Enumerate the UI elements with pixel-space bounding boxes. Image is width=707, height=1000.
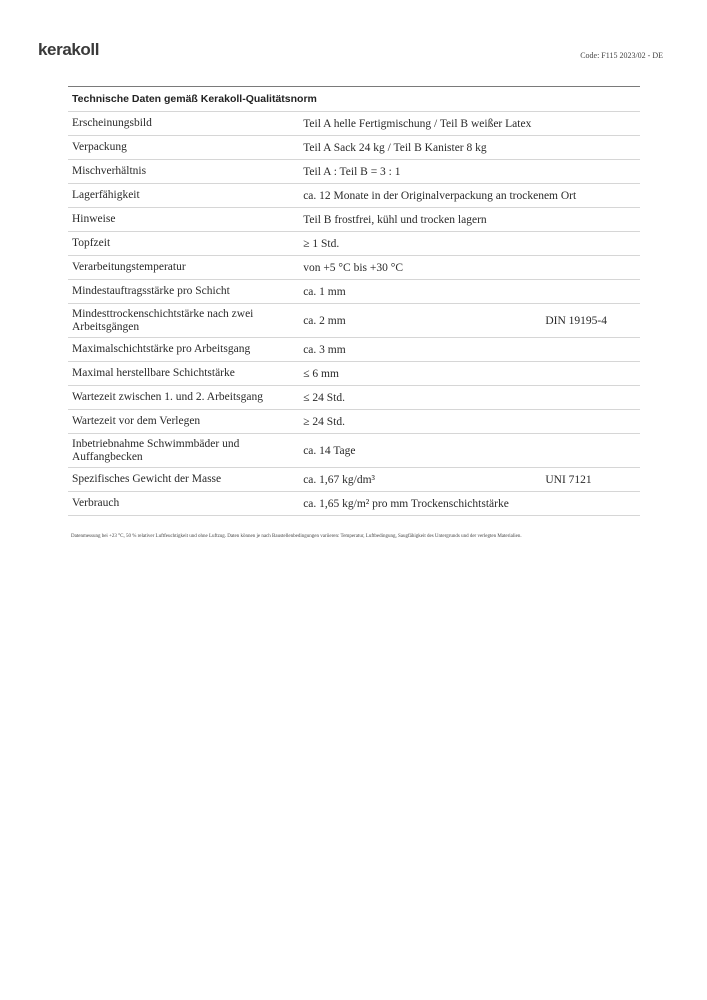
table-row (68, 256, 640, 280)
row-label: Spezifisches Gewicht der Masse (72, 473, 222, 485)
row-value: ca. 1,67 kg/dm³ (303, 473, 375, 486)
row-label: Verpackung (72, 141, 127, 153)
row-label: Inbetriebnahme Schwimmbäder und Auffangbecken (72, 437, 240, 463)
row-value: Teil A : Teil B = 3 : 1 (303, 165, 401, 178)
row-value: ca. 2 mm (303, 314, 346, 327)
row-value: ≤ 24 Std. (303, 391, 345, 404)
row-value: Teil B frostfrei, kühl und trocken lagern (303, 213, 487, 226)
row-value: ca. 1 mm (303, 285, 346, 298)
row-value: ca. 3 mm (303, 343, 346, 356)
technical-data-table (68, 86, 640, 516)
row-label: Wartezeit zwischen 1. und 2. Arbeitsgang (72, 391, 264, 403)
row-value: Teil A helle Fertigmischung / Teil B weißer Latex (303, 117, 532, 130)
table-row (68, 208, 640, 232)
table-row (68, 136, 640, 160)
row-label: Maximal herstellbare Schichtstärke (72, 367, 235, 379)
footnote: Datenmessung bei +23 °C, 50 % relativer Luftfeuchtigkeit und ohne Luftzug. Daten können je nach Baustellenbedingungen variieren: Temperatur, Luftbedingung, Saugfähigkeit des Untergrunds und der verlegten Materialien. (71, 534, 522, 539)
brand-logo: kerakoll (38, 40, 100, 59)
table-row (68, 338, 640, 362)
table-row (68, 280, 640, 304)
table-row (68, 434, 640, 468)
document-code: Code: F115 2023/02 - DE (580, 51, 663, 60)
row-value: Teil A Sack 24 kg / Teil B Kanister 8 kg (303, 141, 487, 154)
row-label: Verbrauch (72, 497, 120, 509)
table-row (68, 386, 640, 410)
table-row (68, 112, 640, 136)
row-value: ca. 1,65 kg/m² pro mm Trockenschichtstärke (303, 497, 509, 510)
row-label: Mindesttrockenschichtstärke nach zwei Arbeitsgängen (72, 307, 254, 333)
row-norm: DIN 19195-4 (545, 314, 607, 327)
row-label: Lagerfähigkeit (72, 189, 140, 201)
row-value: ≥ 1 Std. (303, 237, 340, 250)
table-row (68, 362, 640, 386)
row-label: Maximalschichtstärke pro Arbeitsgang (72, 343, 251, 355)
row-label: Mindestauftragsstärke pro Schicht (72, 285, 230, 297)
row-label: Wartezeit vor dem Verlegen (72, 415, 201, 427)
row-label: Topfzeit (72, 237, 111, 249)
row-value: ≥ 24 Std. (303, 415, 345, 428)
row-value: von +5 °C bis +30 °C (303, 261, 403, 274)
row-norm: UNI 7121 (545, 473, 592, 486)
table-row (68, 232, 640, 256)
table-row (68, 492, 640, 516)
table-row (68, 304, 640, 338)
row-label: Erscheinungsbild (72, 117, 152, 129)
table-row (68, 410, 640, 434)
table-heading: Technische Daten gemäß Kerakoll-Qualitätsnorm (68, 87, 640, 112)
table-row (68, 468, 640, 492)
row-value: ca. 14 Tage (303, 444, 356, 457)
row-label: Mischverhältnis (72, 165, 147, 177)
row-value: ca. 12 Monate in der Originalverpackung an trockenem Ort (303, 189, 577, 202)
row-label: Verarbeitungstemperatur (72, 261, 186, 273)
row-value: ≤ 6 mm (303, 367, 339, 380)
table-row (68, 160, 640, 184)
table-row (68, 184, 640, 208)
row-label: Hinweise (72, 213, 116, 225)
